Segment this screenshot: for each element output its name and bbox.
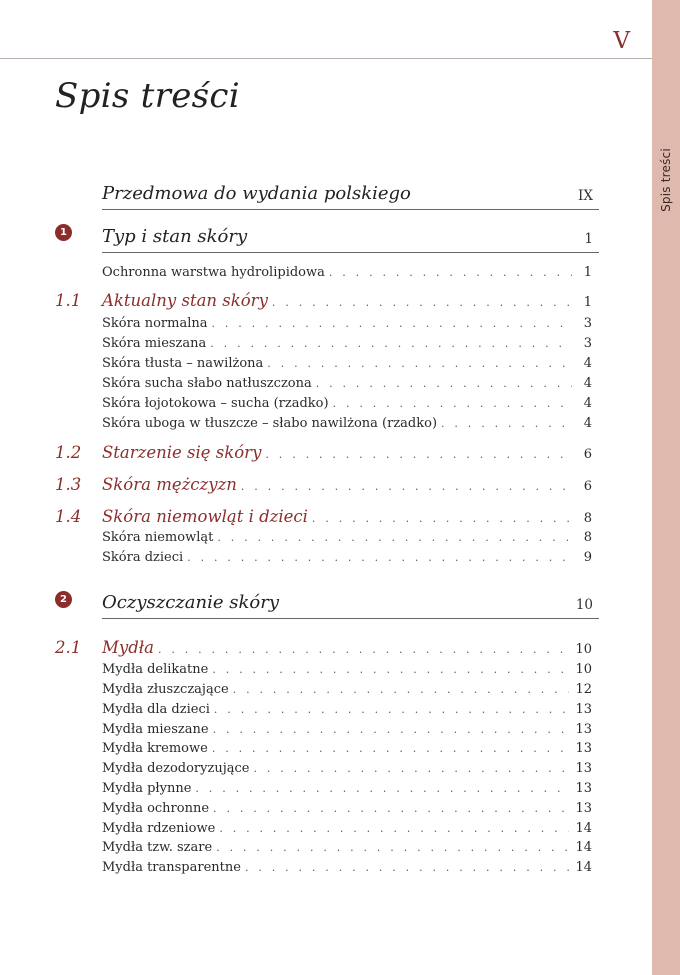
entry-title: Mydła transparentne — [102, 860, 241, 875]
dot-leader — [216, 841, 569, 854]
entry-title: Starzenie się skóry — [102, 443, 262, 462]
entry-page: 4 — [583, 376, 592, 391]
entry-page: 4 — [583, 416, 592, 431]
entry-page: 10 — [575, 642, 592, 657]
entry-title: Mydła — [102, 638, 154, 657]
toc-entry[interactable] — [102, 702, 592, 720]
dot-leader — [312, 512, 572, 525]
chapter-2-page: 10 — [575, 597, 593, 613]
toc-entry[interactable] — [102, 840, 592, 858]
entry-page: 14 — [575, 840, 592, 855]
dot-leader — [213, 723, 570, 736]
dot-leader — [158, 643, 569, 656]
dot-leader — [219, 822, 569, 835]
toc-section-1-2[interactable] — [102, 443, 592, 465]
toc-entry[interactable] — [102, 821, 592, 839]
entry-title: Skóra dzieci — [102, 550, 184, 565]
dot-leader — [195, 782, 569, 795]
entry-page: 4 — [583, 396, 592, 411]
toc-entry[interactable] — [102, 336, 592, 354]
entry-title: Mydła ochronne — [102, 801, 210, 816]
entry-page: 13 — [575, 722, 592, 737]
entry-page: 14 — [575, 821, 592, 836]
entry-page: 6 — [583, 447, 592, 462]
entry-page: 6 — [583, 479, 592, 494]
toc-entry[interactable] — [102, 781, 592, 799]
dot-leader — [211, 317, 572, 330]
toc-entry[interactable] — [102, 801, 592, 819]
entry-page: 13 — [575, 741, 592, 756]
toc-entry[interactable] — [102, 550, 592, 568]
toc-section-1-1[interactable] — [102, 291, 592, 313]
entry-page: 1 — [583, 265, 592, 280]
toc-entry[interactable] — [102, 316, 592, 334]
entry-title: Skóra uboga w tłuszcze – słabo nawilżona (rzadko) — [102, 416, 438, 431]
entry-title: Mydła złuszczające — [102, 682, 229, 697]
section-number: 1.1 — [55, 291, 82, 310]
toc-entry[interactable] — [102, 356, 592, 374]
entry-title: Mydła rdzeniowe — [102, 821, 216, 836]
chapter-1-page: 1 — [584, 231, 593, 247]
toc-preface-title: Przedmowa do wydania polskiego — [102, 183, 411, 204]
toc-section-1-4[interactable] — [102, 507, 592, 529]
header-rule — [0, 58, 652, 59]
toc-entry[interactable] — [102, 396, 592, 414]
entry-title: Mydła delikatne — [102, 662, 209, 677]
toc-chapter-2[interactable] — [102, 590, 599, 619]
entry-title: Skóra niemowląt — [102, 530, 214, 545]
chapter-1-title: Typ i stan skóry — [102, 226, 248, 247]
section-number: 1.4 — [55, 507, 82, 526]
entry-title: Mydła tzw. szare — [102, 840, 213, 855]
toc-chapter-1[interactable] — [102, 224, 599, 253]
toc-entry[interactable] — [102, 860, 592, 878]
dot-leader — [213, 802, 569, 815]
dot-leader — [333, 397, 572, 410]
dot-leader — [245, 861, 570, 874]
entry-page: 13 — [575, 761, 592, 776]
entry-page: 8 — [583, 511, 592, 526]
entry-page: 3 — [583, 336, 592, 351]
entry-page: 12 — [575, 682, 592, 697]
page-number: V — [613, 28, 630, 54]
chapter-2-title: Oczyszczanie skóry — [102, 592, 279, 613]
dot-leader — [316, 377, 572, 390]
dot-leader — [272, 296, 572, 309]
dot-leader — [212, 663, 569, 676]
dot-leader — [187, 551, 572, 564]
entry-page: 13 — [575, 801, 592, 816]
toc-entry[interactable] — [102, 722, 592, 740]
dot-leader — [214, 703, 570, 716]
entry-title: Skóra sucha słabo natłuszczona — [102, 376, 312, 391]
dot-leader — [241, 480, 572, 493]
side-tab-label: Spis treści — [659, 148, 673, 212]
toc-entry[interactable] — [102, 416, 592, 434]
dot-leader — [233, 683, 570, 696]
dot-leader — [265, 448, 572, 461]
dot-leader — [441, 417, 572, 430]
toc-section-1-3[interactable] — [102, 475, 592, 497]
entry-page: 14 — [575, 860, 592, 875]
entry-title: Skóra mieszana — [102, 336, 207, 351]
dot-leader — [210, 337, 572, 350]
entry-title: Skóra łojotokowa – sucha (rzadko) — [102, 396, 329, 411]
entry-title: Skóra tłusta – nawilżona — [102, 356, 264, 371]
dot-leader — [267, 357, 572, 370]
entry-page: 3 — [583, 316, 592, 331]
chapter-1-badge: 1 — [55, 224, 72, 241]
entry-title: Mydła mieszane — [102, 722, 209, 737]
entry-title: Mydła dezodoryzujące — [102, 761, 250, 776]
toc-entry[interactable] — [102, 741, 592, 759]
toc-entry[interactable] — [102, 682, 592, 700]
section-number: 1.3 — [55, 475, 82, 494]
entry-title: Skóra mężczyzn — [102, 475, 237, 494]
toc-entry[interactable] — [102, 530, 592, 548]
entry-page: 8 — [583, 530, 592, 545]
entry-title: Skóra niemowląt i dzieci — [102, 507, 308, 526]
toc-entry[interactable] — [102, 662, 592, 680]
entry-page: 9 — [583, 550, 592, 565]
dot-leader — [329, 266, 572, 279]
page-title: Spis treści — [55, 76, 240, 116]
dot-leader — [217, 531, 572, 544]
toc-section-2-1[interactable] — [102, 638, 592, 660]
entry-page: 1 — [583, 295, 592, 310]
entry-title: Mydła kremowe — [102, 741, 208, 756]
toc-preface[interactable] — [102, 181, 599, 210]
entry-title: Skóra normalna — [102, 316, 208, 331]
section-number: 2.1 — [55, 638, 82, 657]
dot-leader — [253, 762, 569, 775]
toc-entry[interactable] — [102, 376, 592, 394]
entry-title: Mydła dla dzieci — [102, 702, 210, 717]
entry-page: 13 — [575, 781, 592, 796]
entry-title: Aktualny stan skóry — [102, 291, 268, 310]
entry-page: 4 — [583, 356, 592, 371]
toc-entry[interactable] — [102, 761, 592, 779]
entry-page: 10 — [575, 662, 592, 677]
toc-preface-page: IX — [578, 188, 593, 204]
toc-entry[interactable] — [102, 265, 592, 283]
entry-title: Ochronna warstwa hydrolipidowa — [102, 265, 325, 280]
section-number: 1.2 — [55, 443, 82, 462]
chapter-2-badge: 2 — [55, 591, 72, 608]
entry-page: 13 — [575, 702, 592, 717]
entry-title: Mydła płynne — [102, 781, 192, 796]
dot-leader — [212, 742, 570, 755]
